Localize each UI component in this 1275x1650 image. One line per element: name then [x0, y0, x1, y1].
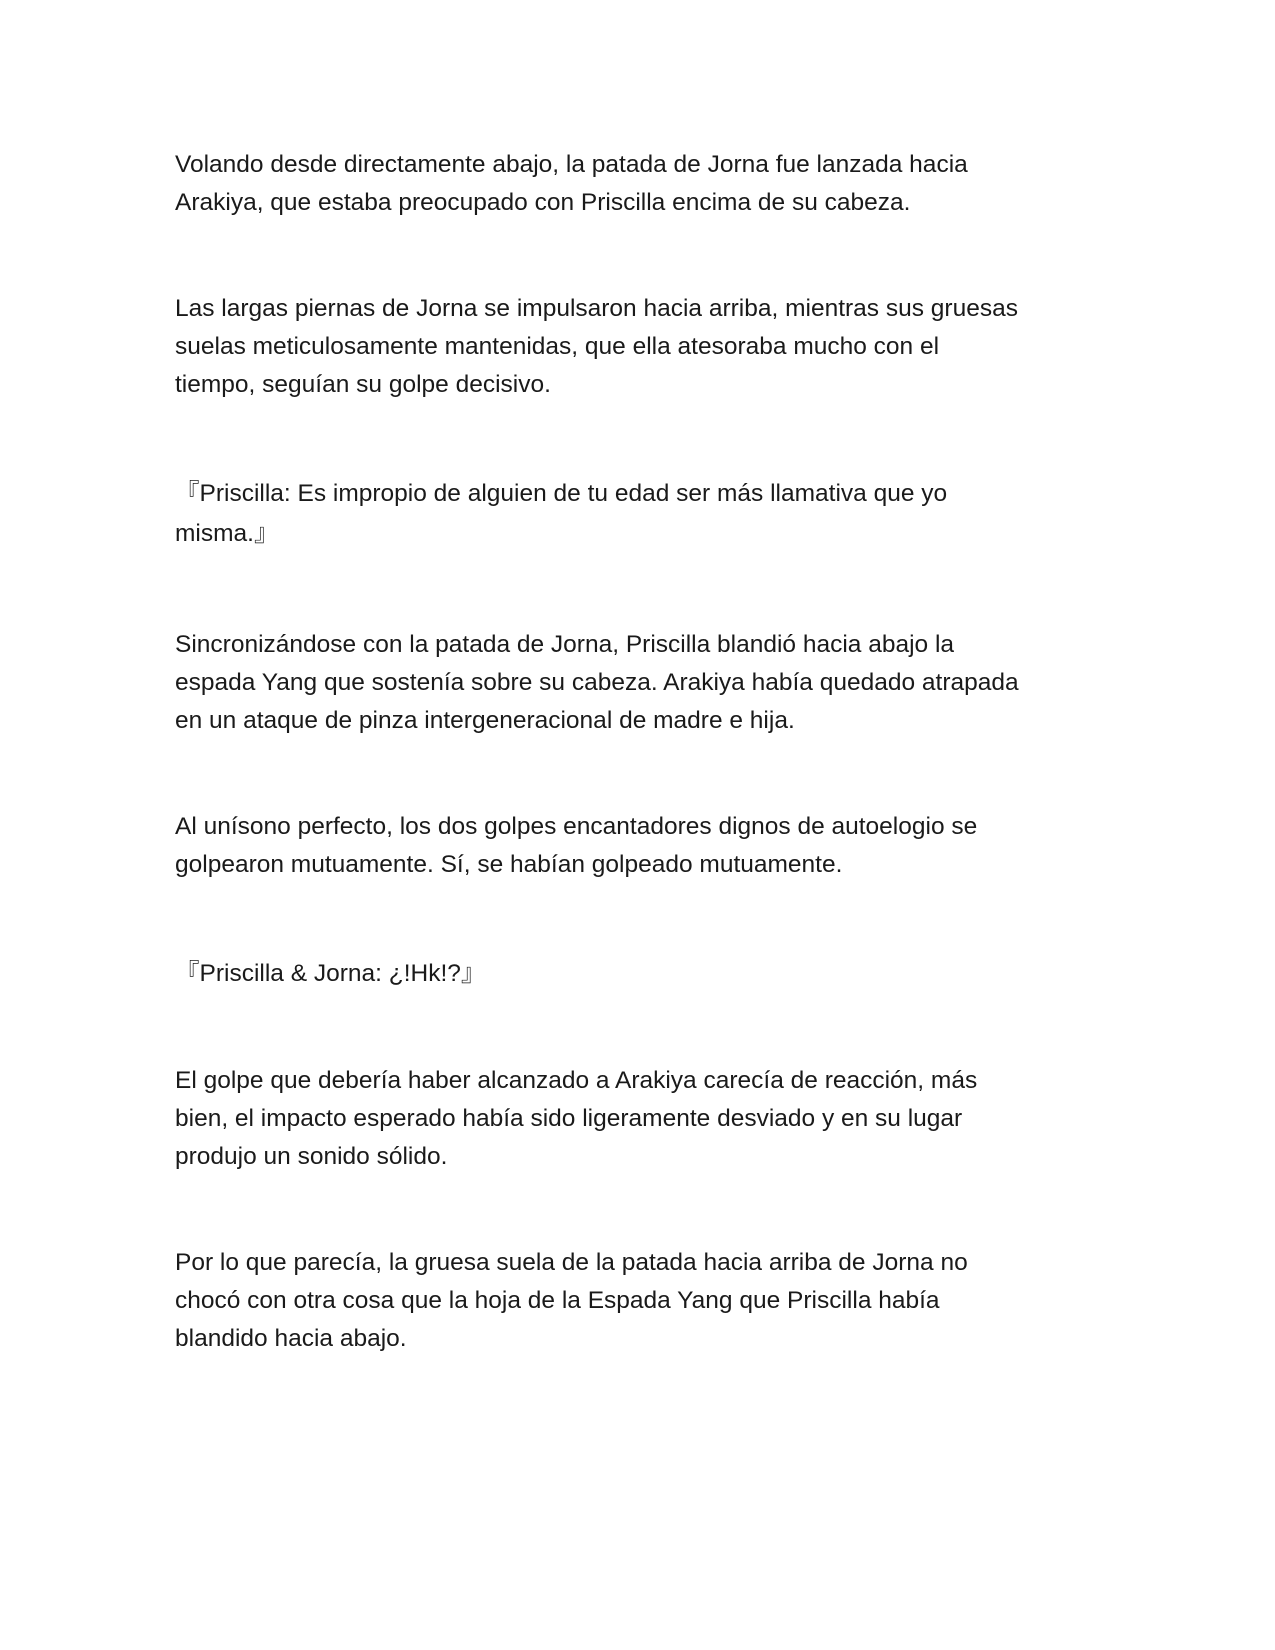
paragraph-4: Al unísono perfecto, los dos golpes encantadores dignos de autoelogio se golpearon mutuamente. Sí, se habían golpeado mutuamente.: [175, 813, 978, 878]
paragraph-2: Las largas piernas de Jorna se impulsaron hacia arriba, mientras sus gruesas suelas meticulosamente mantenidas, que ella atesoraba mucho con el tiempo, seguían su golpe decisivo.: [175, 295, 1018, 398]
paragraph-1: Volando desde directamente abajo, la patada de Jorna fue lanzada hacia Arakiya, que estaba preocupado con Priscilla encima de su cabeza.: [175, 151, 968, 216]
dialogue-priscilla-jorna: 『Priscilla & Jorna: ¿!Hk!?』: [175, 960, 486, 987]
paragraph-6: Por lo que parecía, la gruesa suela de la patada hacia arriba de Jorna no chocó con otra cosa que la hoja de la Espada Yang que Priscilla había blandido hacia abajo.: [175, 1249, 968, 1352]
dialogue-priscilla: 『Priscilla: Es impropio de alguien de tu edad ser más llamativa que yo misma.』: [175, 480, 948, 547]
paragraph-3: Sincronizándose con la patada de Jorna, Priscilla blandió hacia abajo la espada Yang que sostenía sobre su cabeza. Arakiya había quedado atrapada en un ataque de pinza intergeneracional de madre e hija.: [175, 631, 1019, 734]
paragraph-5: El golpe que debería haber alcanzado a Arakiya carecía de reacción, más bien, el impacto esperado había sido ligeramente desviado y en su lugar produjo un sonido sólido.: [175, 1067, 978, 1170]
